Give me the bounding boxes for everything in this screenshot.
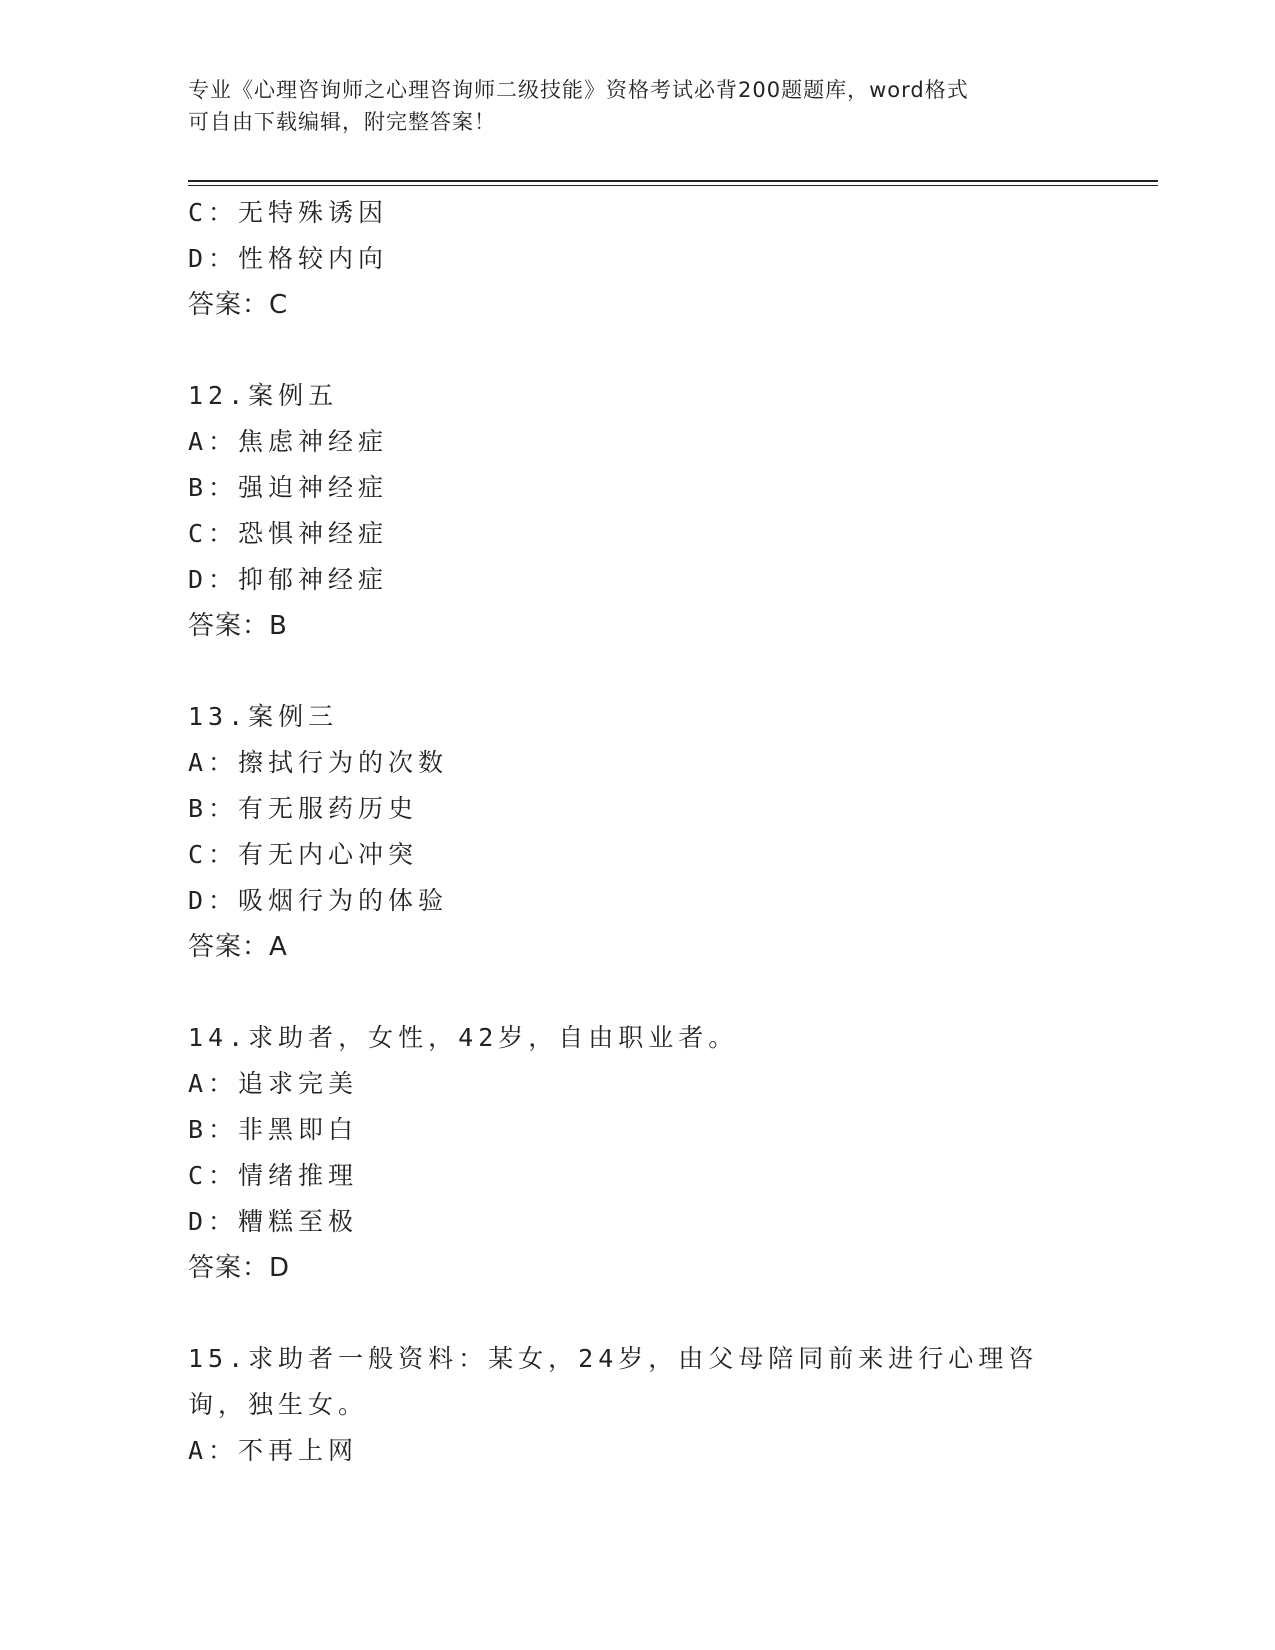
answer: 答案：A (188, 932, 288, 962)
question-12 (188, 373, 1088, 649)
spacer (188, 649, 1088, 694)
spacer (188, 970, 1088, 1015)
option-d: D：性格较内向 (188, 244, 389, 273)
option-d: D：吸烟行为的体验 (188, 886, 449, 915)
option-c: C：情绪推理 (188, 1161, 359, 1190)
spacer (188, 1291, 1088, 1336)
spacer (188, 328, 1088, 373)
question-stem: 13.案例三 (188, 702, 339, 731)
question-13 (188, 694, 1088, 970)
answer: 答案：B (188, 611, 288, 641)
option-c: C：有无内心冲突 (188, 840, 419, 869)
option-a: A：擦拭行为的次数 (188, 748, 449, 777)
question-15 (188, 1336, 1088, 1474)
header-title-line-2: 可自由下载编辑，附完整答案！ (188, 110, 496, 134)
option-b: B：非黑即白 (188, 1115, 359, 1144)
question-11 (188, 190, 1088, 328)
question-list (188, 190, 1088, 1474)
page-header (188, 74, 1088, 138)
option-a: A：焦虑神经症 (188, 427, 389, 456)
option-d: D：抑郁神经症 (188, 565, 389, 594)
question-stem: 12.案例五 (188, 381, 339, 410)
option-b: B：有无服药历史 (188, 794, 419, 823)
option-c: C：无特殊诱因 (188, 198, 389, 227)
option-b: B：强迫神经症 (188, 473, 389, 502)
header-divider (188, 180, 1158, 186)
option-a: A：不再上网 (188, 1436, 359, 1465)
question-14 (188, 1015, 1088, 1291)
option-c: C：恐惧神经症 (188, 519, 389, 548)
question-stem: 15.求助者一般资料：某女，24岁，由父母陪同前来进行心理咨询，独生女。 (188, 1344, 1039, 1419)
question-stem: 14.求助者，女性，42岁，自由职业者。 (188, 1023, 739, 1052)
option-d: D：糟糕至极 (188, 1207, 359, 1236)
header-title-line-1: 专业《心理咨询师之心理咨询师二级技能》资格考试必背200题题库，word格式 (188, 78, 969, 102)
option-a: A：追求完美 (188, 1069, 359, 1098)
answer: 答案：C (188, 290, 289, 320)
answer: 答案：D (188, 1253, 291, 1283)
